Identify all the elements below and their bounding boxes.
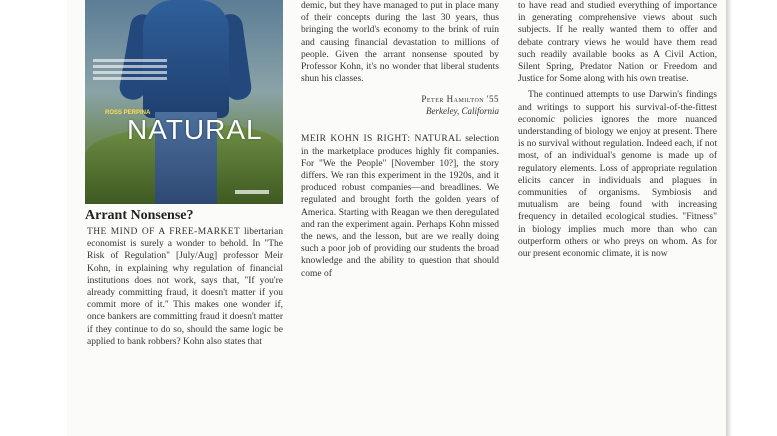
magazine-page [67, 0, 730, 436]
letter-paragraph: to have read and studied everything of importance in generating comprehensive views about such subjects. If he really wanted them to offer and debate contrary views he would have them read such readily available books as A Civil Action, Silent Spring, Predator Nation or Freedom and Justice for Some along with his own treatise. [518, 1, 717, 85]
letter-lead: THE MIND OF A FREE-MARKET [87, 227, 241, 237]
letter-column-1 [87, 226, 283, 348]
page-edge-shadow [726, 0, 732, 436]
cover-headline: NATURAL [127, 114, 263, 145]
letter-paragraph: The continued attempts to use Darwin's findings and writings to support his survival-of-the-fittest economic policies ignores the more nuanced understanding of biology we enjoy at present. There is no survival without regulation. Indeed each, if not most, of an individual's genome is made up of regulatory elements. Loss of appropriate regulation elicits cancer in individuals and plagues in communities of organisms. Symbiosis and mutualism are being found with increasing frequency in detailed ecological studies. "Fitness" in biology implies much more than who can outperform others or who preys on whom. As for our present economic climate, it is now [518, 90, 717, 260]
letter-column-2 [301, 0, 499, 280]
letter-signature: Peter Hamilton '55 Berkeley, California [421, 94, 499, 117]
cover-person [133, 0, 243, 204]
letter-body: selection in the marketplace produces highly fit companies. For "We the People" [November 10?], the story differs. We ran this experiment in the 1920s, and it produced robust companies—and breadlines. We regulated and brought forth the golden years of America. Starting with Reagan we then deregulated and ran the experiment again. Perhaps Kohn missed the news, and the lesson, but are we really doing such a poor job of providing our students the broad knowledge and the ability to question that should come of [301, 134, 499, 279]
letter-body: libertarian economist is surely a wonder to behold. In "The Risk of Regulation" [July/Aug] professor Meir Kohn, in explaining why regulation of financial institutions does not work, says that, "If you're already committing fraud, it doesn't matter if you commit more of it." This makes one wonder if, once bankers are committing fraud it doesn't matter if they continue to do so, should the same logic be applied to bank robbers? Kohn also states that [87, 227, 284, 347]
letter-column-3 [518, 0, 717, 260]
letter-lead: MEIR KOHN IS RIGHT: NATURAL [301, 134, 462, 145]
letter-text: demic, but they have managed to put in place many of their concepts during the last 30 years, thus bringing the world's economy to the brink of ruin and causing financial devastation to millions of people. Given the arrant nonsense spouted by Professor Kohn, it's no wonder that liberal students shun his classes. [301, 1, 499, 85]
cover-small-lines [93, 56, 167, 83]
magazine-cover-image [85, 0, 283, 204]
letter-heading: Arrant Nonsense? [85, 208, 194, 223]
cover-kicker: ROSS PERPINA [105, 110, 151, 116]
